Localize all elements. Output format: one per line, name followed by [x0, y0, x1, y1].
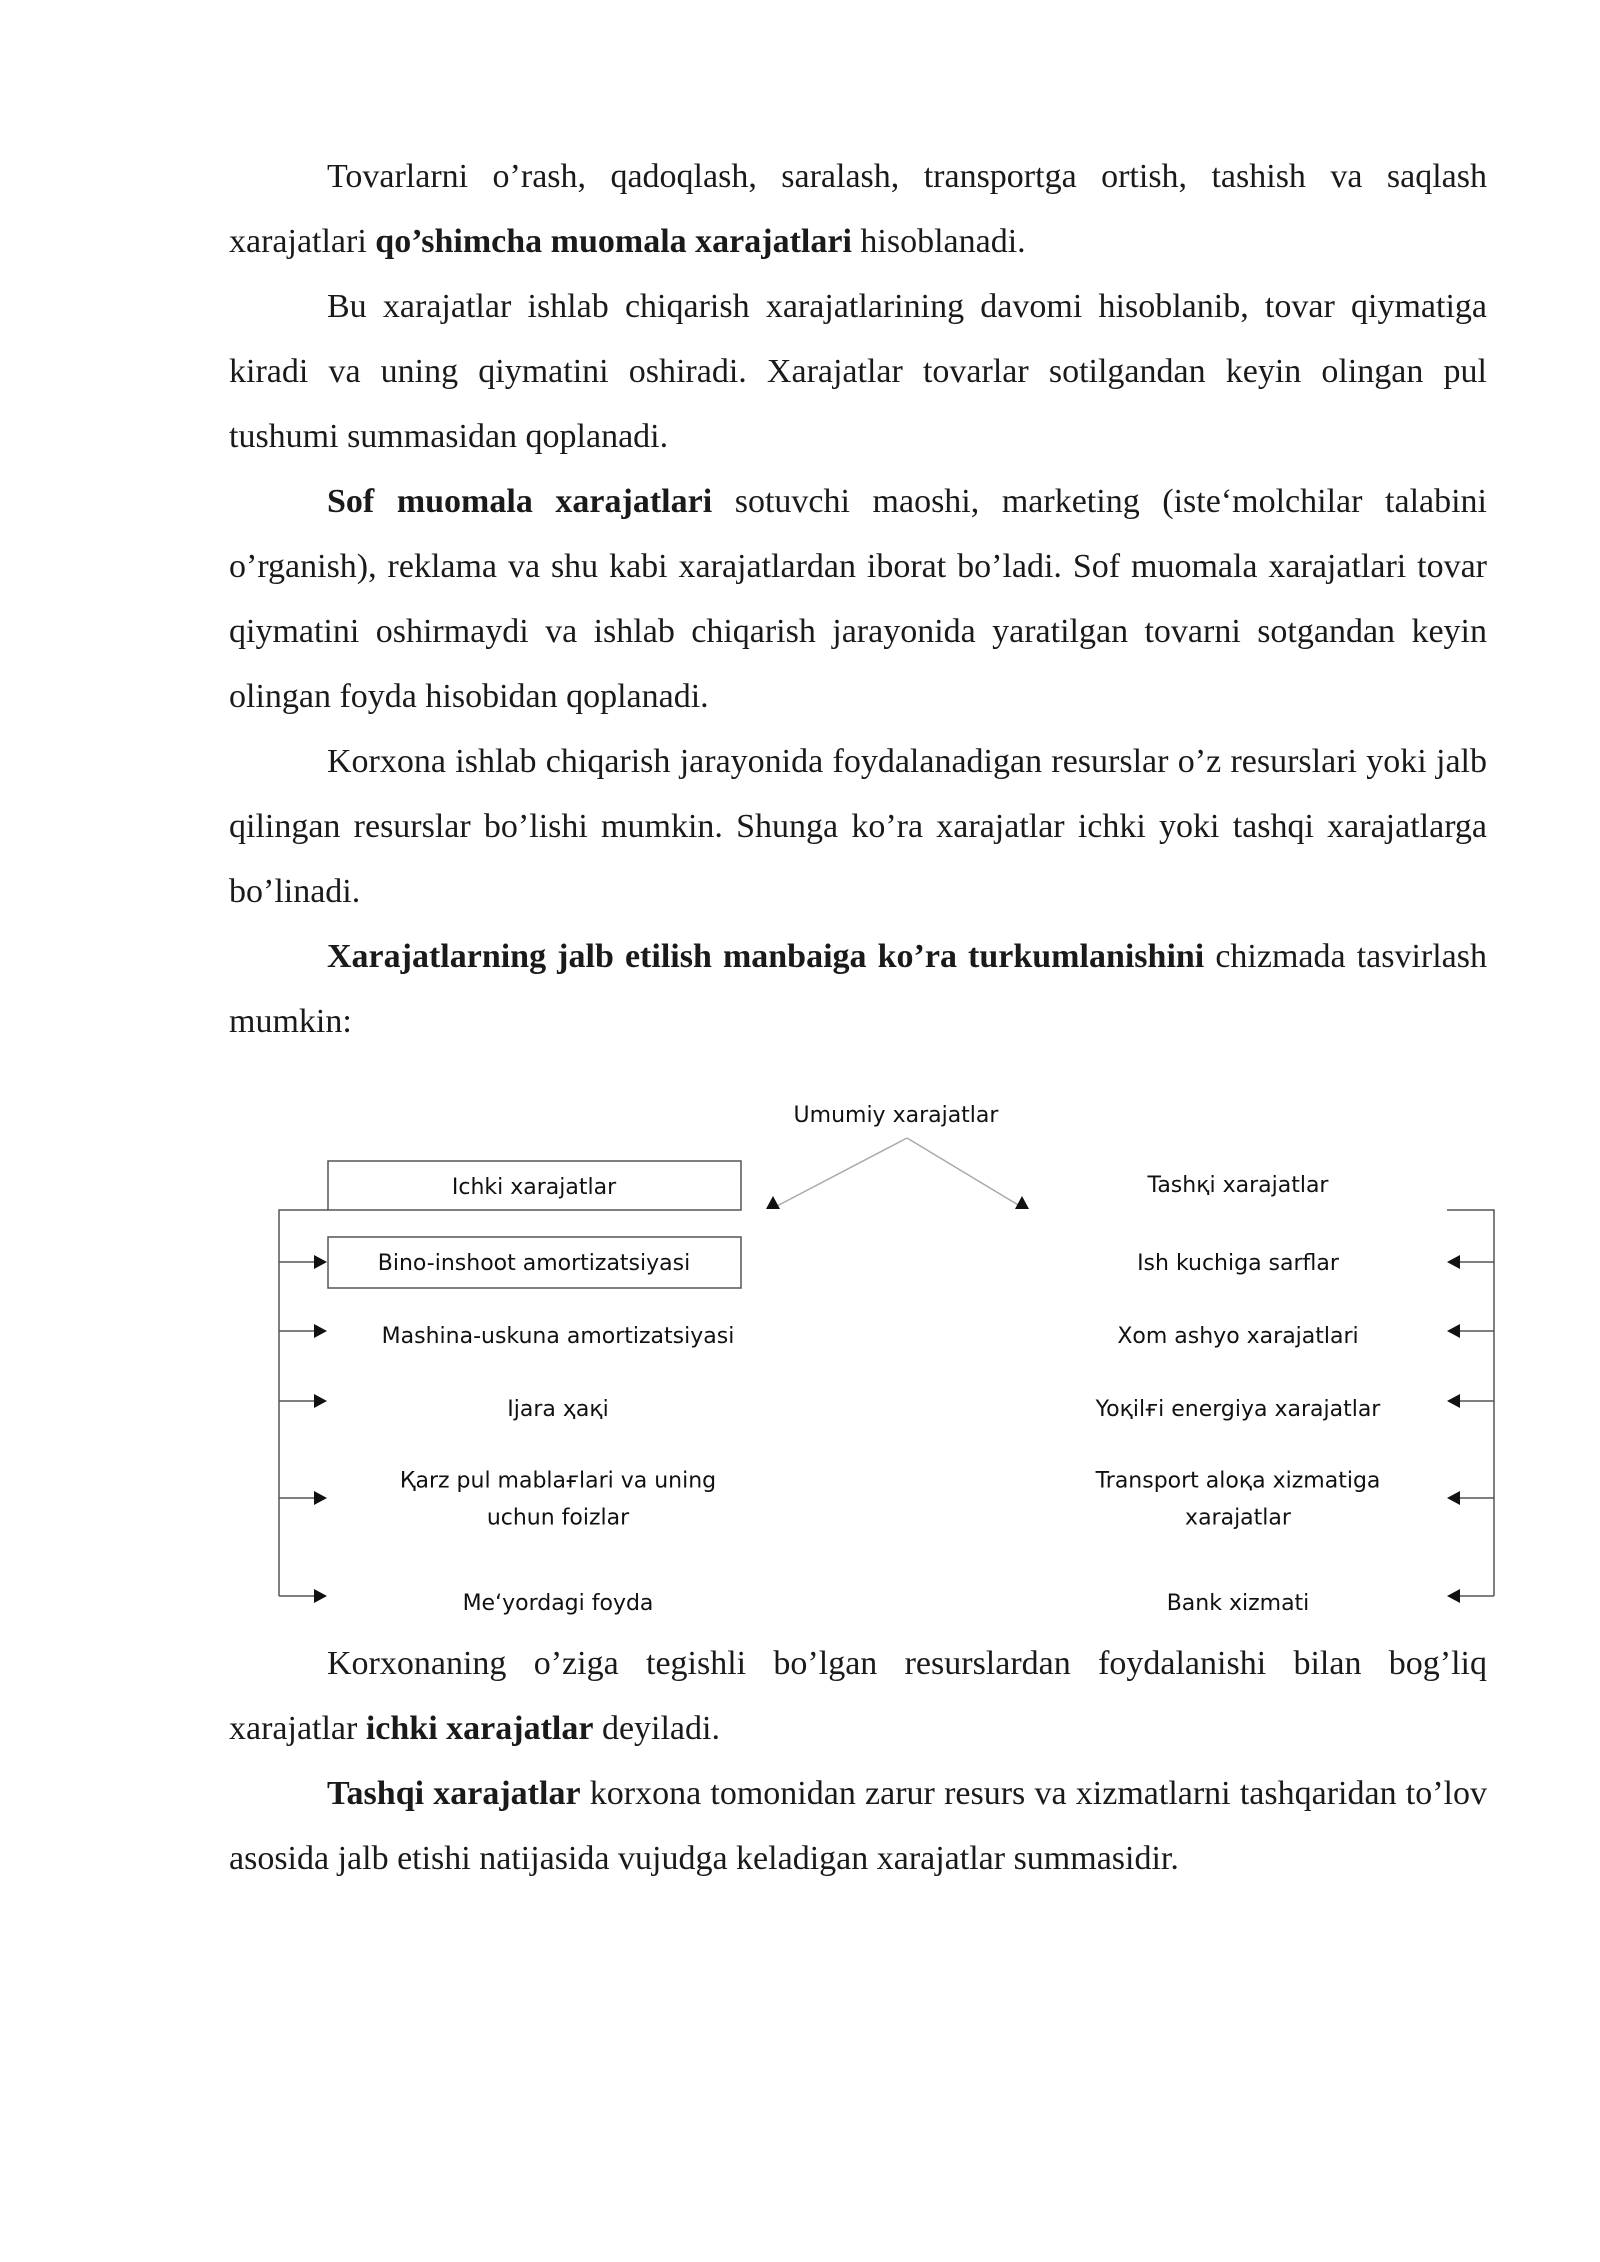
arrow-right-icon — [314, 1255, 327, 1269]
arrow-left-icon — [1447, 1589, 1460, 1603]
left-item-label: uchun foizlar — [486, 1505, 630, 1531]
arrow-right-icon — [314, 1589, 327, 1603]
left-item-label: Bino-inshoot amortizatsiyasi — [377, 1251, 691, 1276]
text-run: hisoblanadi. — [851, 223, 1026, 260]
right-item-label: Yoқilғi energiya xarajatlar — [1095, 1397, 1381, 1422]
branch-line-left — [777, 1138, 907, 1206]
left-item-label: Me‘yordagi foyda — [462, 1591, 654, 1616]
top-text-section — [229, 144, 1487, 1054]
bold-term: Sof muomala xarajatlari — [327, 483, 713, 520]
text-run: Korxona ishlab chiqarish jarayonida foydalanadigan resurslar o’z resurslari yoki jalb qilingan resurslar bo’lishi mumkin. Shunga ko’ra xarajatlar ichki yoki tashqi xarajatlarga bo’linadi. — [229, 743, 1487, 910]
right-item-label: Ish kuchiga sarflar — [1137, 1251, 1339, 1276]
paragraph — [229, 274, 1487, 469]
right-item-label: Xom ashyo xarajatlari — [1117, 1324, 1359, 1349]
arrow-up-left — [766, 1196, 780, 1209]
arrow-right-icon — [314, 1394, 327, 1408]
bold-term: qo’shimcha muomala xarajatlari — [375, 223, 852, 260]
right-bracket — [1447, 1210, 1494, 1596]
paragraph — [229, 924, 1487, 1054]
bold-term: Xarajatlarning jalb etilish manbaiga ko’ra turkumlanishini — [327, 938, 1205, 975]
right-head-label: Tashқi xarajatlar — [1147, 1173, 1329, 1198]
arrow-left-icon — [1447, 1255, 1460, 1269]
paragraph — [229, 469, 1487, 729]
paragraph — [229, 1631, 1487, 1761]
arrow-left-icon — [1447, 1324, 1460, 1338]
right-item-label: xarajatlar — [1185, 1505, 1291, 1531]
arrow-up-right — [1015, 1196, 1029, 1209]
arrow-left-icon — [1447, 1491, 1460, 1505]
ichki-box — [328, 1161, 741, 1210]
arrow-left-icon — [1447, 1394, 1460, 1408]
paragraph — [229, 144, 1487, 274]
text-run: deyiladi. — [593, 1710, 720, 1747]
text-run: chizmada tasvirlash mumkin: — [229, 938, 1487, 1040]
bold-term: Tashqi xarajatlar — [327, 1775, 581, 1812]
text-run: Korxonaning o’ziga tegishli bo’lgan resurslardan foydalanishi bilan bog’liq xarajatlar — [229, 1645, 1487, 1747]
left-item-label: Ijara ҳaқi — [507, 1397, 609, 1422]
paragraph — [229, 1761, 1487, 1891]
bold-term: ichki xarajatlar — [365, 1710, 594, 1747]
left-item-label: Mashina-uskuna amortizatsiyasi — [381, 1324, 735, 1349]
root-node-label: Umumiy xarajatlar — [793, 1103, 999, 1128]
left-head-label: Ichki xarajatlar — [451, 1175, 617, 1200]
bottom-text-section — [229, 1631, 1487, 1891]
paragraph — [229, 729, 1487, 924]
arrow-right-icon — [314, 1324, 327, 1338]
text-run: korxona tomonidan zarur resurs va xizmatlarni tashqaridan to’lov asosida jalb etishi natijasida vujudga keladigan xarajatlar summasidir. — [229, 1775, 1488, 1877]
left-item-label: Қarz pul mablaғlari va uning — [399, 1468, 717, 1494]
bino-box — [328, 1237, 741, 1288]
text-run: Tovarlarni o’rash, qadoqlash, saralash, transportga ortish, tashish va saqlash xarajatlari — [229, 158, 1487, 260]
right-item-label: Transport aloқa xizmatiga — [1095, 1468, 1381, 1494]
left-bracket — [279, 1210, 328, 1596]
text-run: Bu xarajatlar ishlab chiqarish xarajatlarining davomi hisoblanib, tovar qiymatiga kiradi va uning qiymatini oshiradi. Xarajatlar tovarlar sotilgandan keyin olingan pul tushumi summasidan qoplanadi. — [229, 288, 1487, 455]
right-item-label: Bank xizmati — [1166, 1591, 1310, 1616]
text-run: sotuvchi maoshi, marketing (iste‘molchilar talabini o’rganish), reklama va shu kabi xarajatlardan iborat bo’ladi. Sof muomala xarajatlari tovar qiymatini oshirmaydi va ishlab chiqarish jarayonida yaratilgan tovarni sotgandan keyin olingan foyda hisobidan qoplanadi. — [229, 483, 1487, 715]
branch-line-right — [907, 1138, 1020, 1206]
arrow-right-icon — [314, 1491, 327, 1505]
